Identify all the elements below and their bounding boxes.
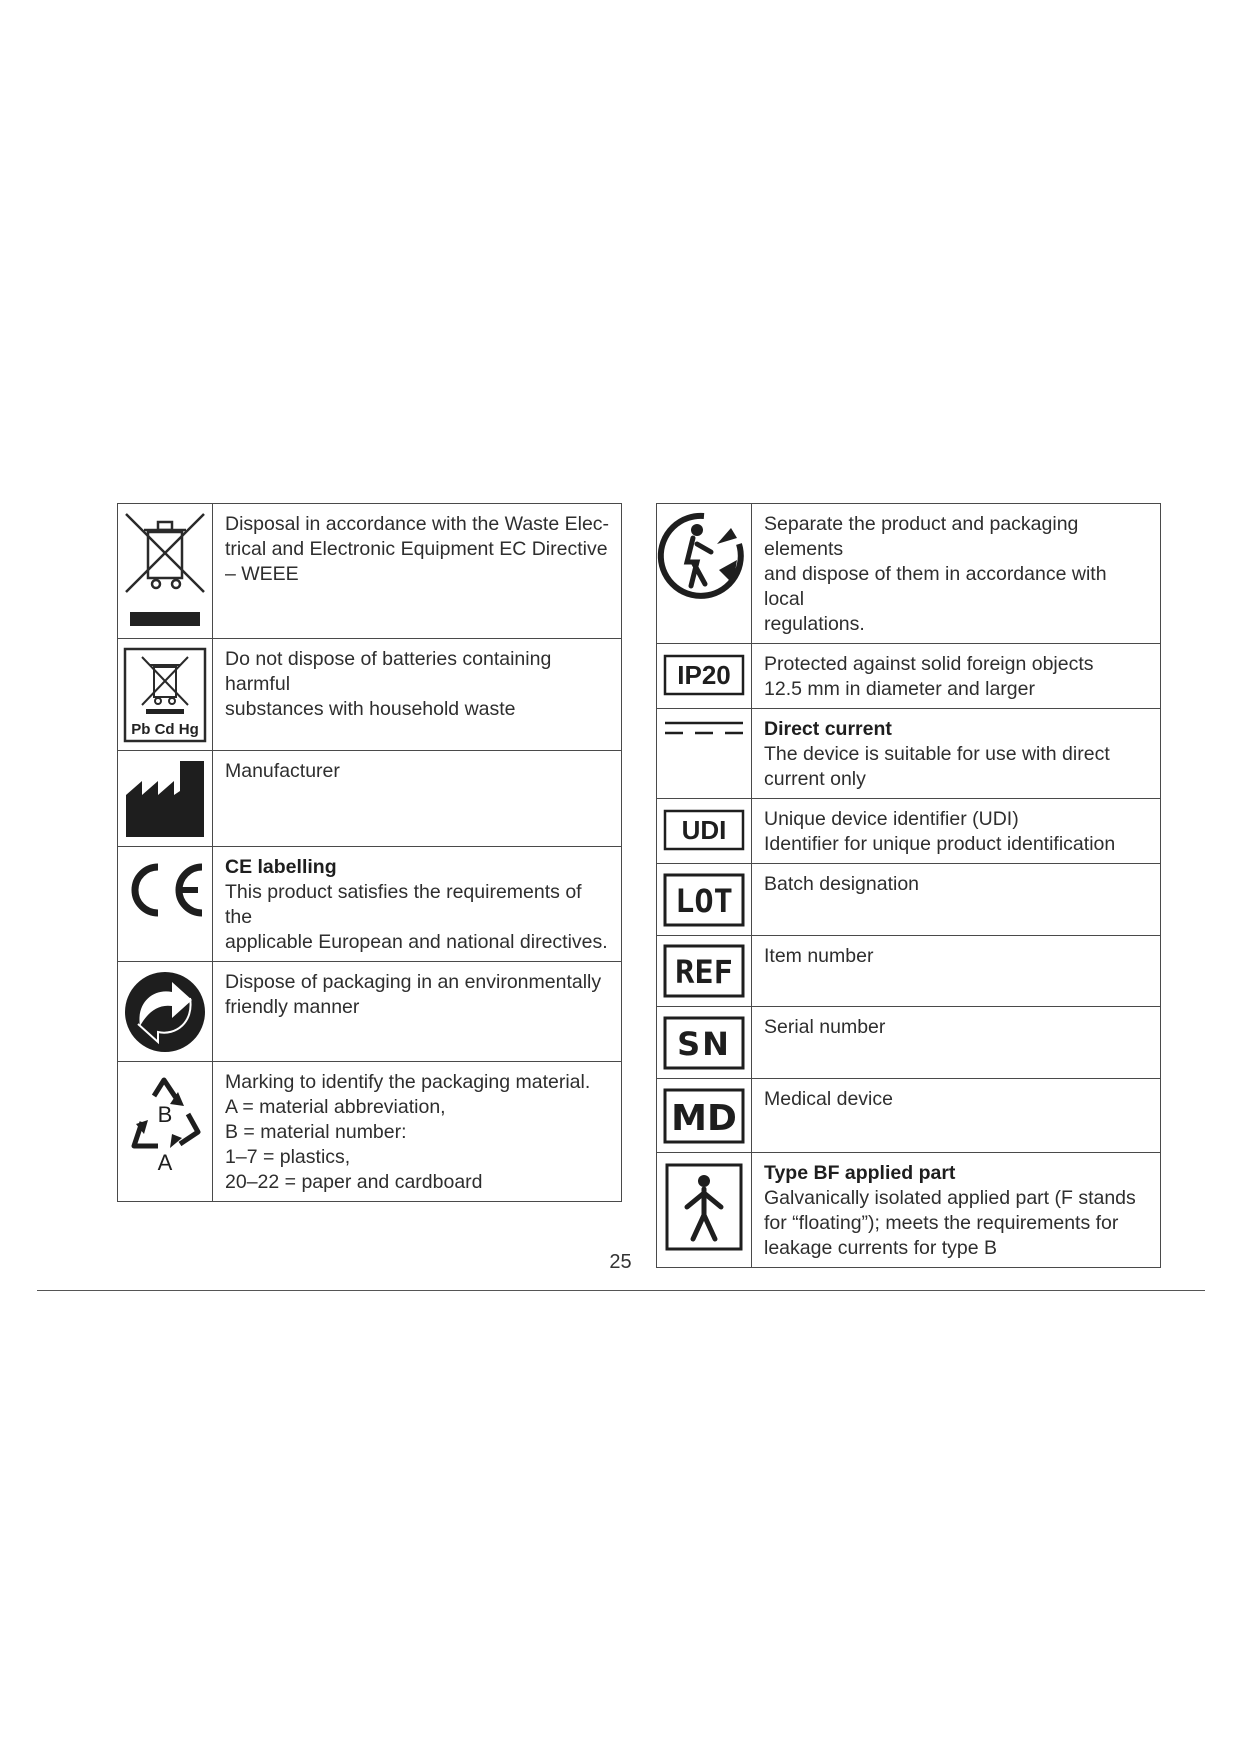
green-dot-icon [118,962,212,1062]
text-line: Item number [764,945,874,967]
lot-icon [657,864,751,936]
row-description [752,1007,1161,1079]
table-row [657,709,1161,799]
text-line: B = material number: [225,1121,407,1143]
row-description [213,962,622,1062]
recycling-triangle-icon [118,1062,212,1200]
row-description [752,799,1161,864]
text-line: 20–22 = paper and cardboard [225,1171,483,1193]
table-row [657,1079,1161,1153]
row-title: CE labelling [225,856,337,878]
row-title: Direct current [764,718,892,740]
text-line: 1–7 = plastics, [225,1146,351,1168]
battery-icon-label: Pb Cd Hg [131,721,199,738]
icon-cell [657,864,752,936]
row-description [752,504,1161,644]
text-line: Protected against solid foreign objects [764,653,1094,675]
icon-cell [657,1079,752,1153]
udi-icon [657,799,751,862]
table-row [118,639,622,751]
row-description [752,709,1161,799]
recycling-number-label: B [157,1102,173,1127]
ce-mark-icon [118,847,212,934]
text-line: Marking to identify the packaging material. [225,1071,591,1093]
text-line: friendly manner [225,996,360,1018]
icon-cell [118,751,213,847]
text-line: Medical device [764,1088,893,1110]
icon-cell [118,1062,213,1202]
ref-icon [657,936,751,1007]
icon-cell [657,709,752,799]
ref-label: REF [675,953,733,991]
text-line: Disposal in accordance with the Waste Elec- [225,513,610,535]
text-line: Batch designation [764,873,920,895]
recycling-abbreviation-label: A [157,1150,173,1175]
icon-cell [118,847,213,962]
table-row [657,504,1161,644]
text-line: for “floating”); meets the requirements for [764,1212,1119,1234]
page-number: 25 [609,1251,632,1273]
text-line: substances with household waste [225,698,516,720]
text-line: Separate the product and packaging elements [764,513,1079,560]
table-row [657,799,1161,864]
text-line: 12.5 mm in diameter and larger [764,678,1035,700]
icon-cell [657,799,752,864]
icon-cell [657,644,752,709]
footer-divider [37,1290,1205,1291]
type-bf-icon [657,1153,751,1265]
table-row [657,644,1161,709]
table-row [657,936,1161,1007]
row-description [213,1062,622,1202]
text-line: leakage currents for type B [764,1237,998,1259]
icon-cell [118,962,213,1062]
separate-disposal-icon [657,504,751,607]
md-label: MD [671,1098,737,1139]
text-line: Do not dispose of batteries containing harmful [225,648,552,695]
table-row [118,504,622,639]
table-row [118,751,622,847]
weee-crossed-bin-icon [118,504,212,639]
table-row [118,962,622,1062]
table-row [118,1062,622,1202]
table-row [657,1007,1161,1079]
sn-icon [657,1007,751,1079]
sn-label: SN [677,1025,731,1063]
direct-current-icon [657,709,751,796]
row-description [752,1079,1161,1153]
lot-label: LOT [675,882,733,920]
row-description [752,644,1161,709]
text-line: Galvanically isolated applied part (F stands [764,1187,1136,1209]
icon-cell [118,504,213,639]
text-line: The device is suitable for use with direct [764,743,1110,765]
row-description [213,847,622,962]
text-line: Identifier for unique product identification [764,833,1116,855]
md-icon [657,1079,751,1153]
row-description [213,639,622,751]
text-line: Dispose of packaging in an environmentally [225,971,602,993]
text-line: A = material abbreviation, [225,1096,446,1118]
icon-cell [657,936,752,1007]
ip20-label: IP20 [677,660,731,690]
table-row [118,847,622,962]
symbols-table-right [656,503,1161,1268]
text-line: trical and Electronic Equipment EC Directive [225,538,608,560]
battery-disposal-icon [118,639,212,751]
text-line: current only [764,768,866,790]
row-description [213,504,622,639]
text-line: Manufacturer [225,760,340,782]
symbols-table-left [117,503,622,1202]
text-line: regulations. [764,613,865,635]
udi-label: UDI [681,815,727,845]
row-description [752,936,1161,1007]
text-line: Unique device identifier (UDI) [764,808,1019,830]
row-title: Type BF applied part [764,1162,956,1184]
icon-cell [657,1007,752,1079]
icon-cell [657,504,752,644]
text-line: and dispose of them in accordance with local [764,563,1107,610]
table-row [657,864,1161,936]
text-line: applicable European and national directives. [225,931,608,953]
row-description [752,864,1161,936]
text-line: This product satisfies the requirements of the [225,881,582,928]
text-line: Serial number [764,1016,886,1038]
ip20-icon [657,644,751,707]
icon-cell [118,639,213,751]
row-description [213,751,622,847]
manufacturer-icon [118,751,212,847]
text-line: – WEEE [225,563,299,585]
